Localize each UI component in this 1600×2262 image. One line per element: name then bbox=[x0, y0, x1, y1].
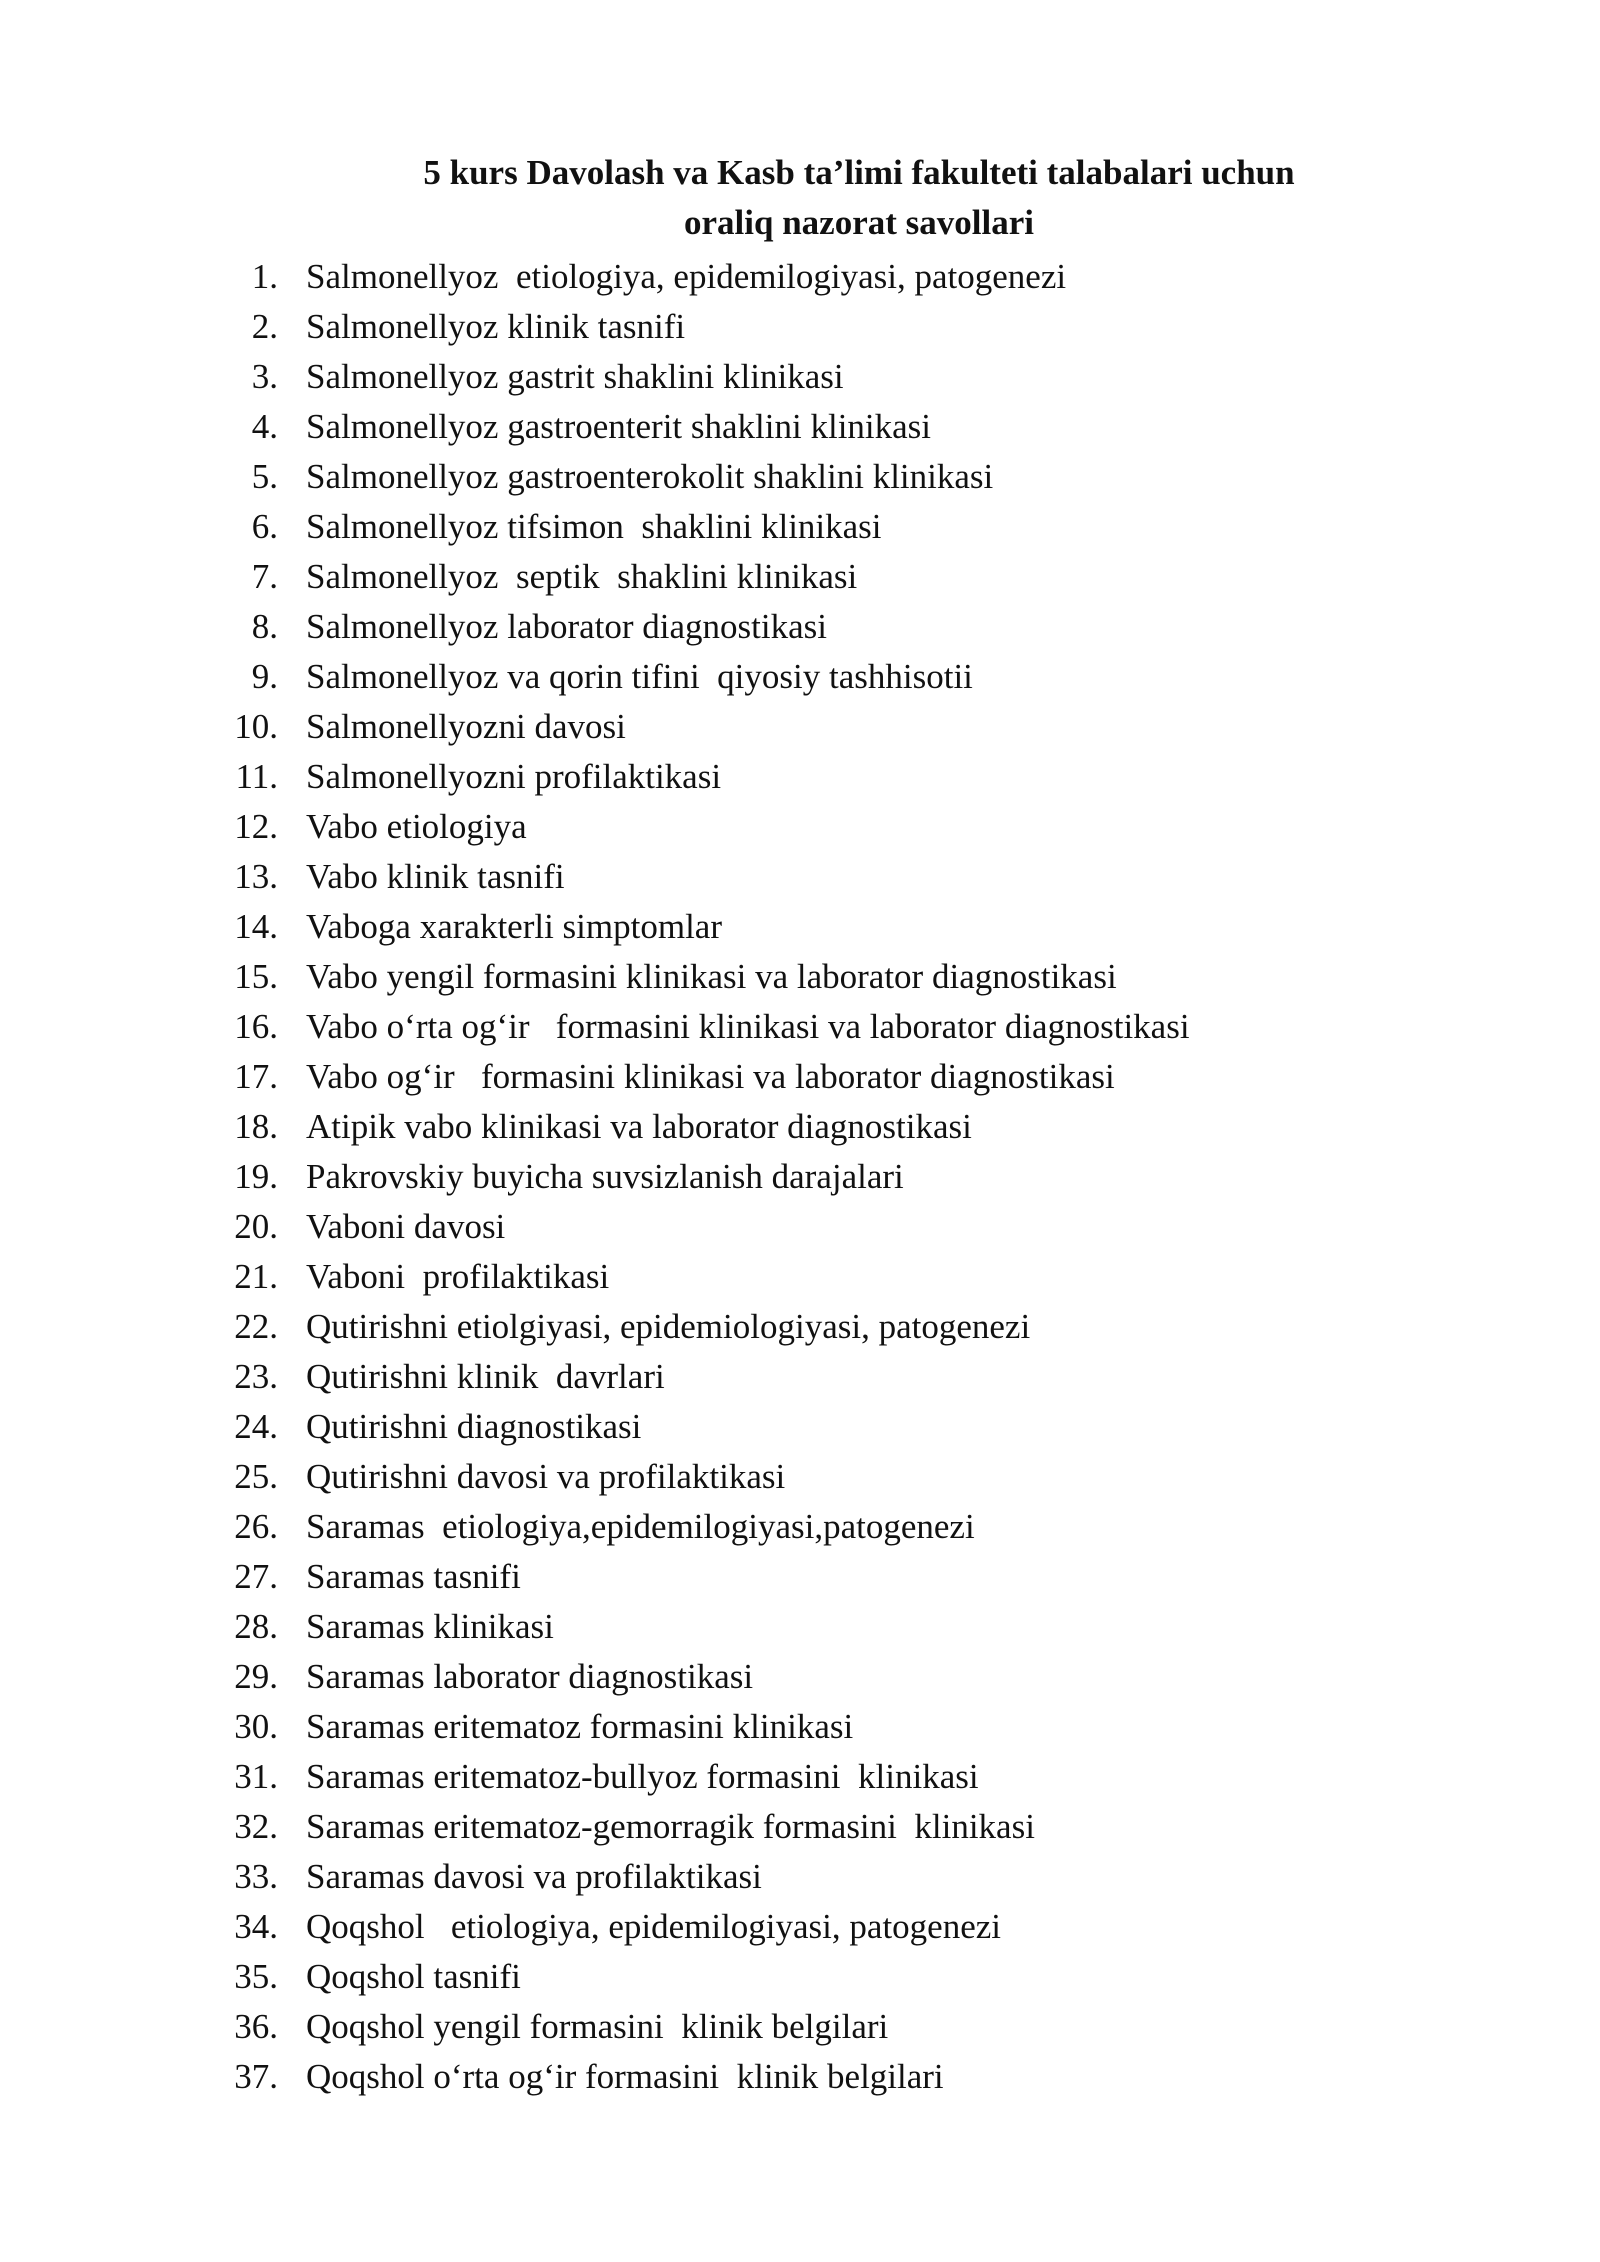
list-item bbox=[0, 252, 1600, 302]
list-item bbox=[0, 1602, 1600, 1652]
list-item-text: Salmonellyoz tifsimon shaklini klinikasi bbox=[306, 507, 882, 546]
list-item bbox=[0, 902, 1600, 952]
list-item-text: Qutirishni etiolgiyasi, epidemiologiyasi, patogenezi bbox=[306, 1307, 1031, 1346]
list-item bbox=[0, 702, 1600, 752]
list-item-number: 37. bbox=[234, 2057, 278, 2096]
list-item bbox=[0, 1252, 1600, 1302]
list-item-number: 8. bbox=[251, 607, 278, 646]
list-item bbox=[0, 1852, 1600, 1902]
list-item-text: Salmonellyoz laborator diagnostikasi bbox=[306, 607, 828, 646]
list-item-number: 36. bbox=[234, 2007, 278, 2046]
list-item-number: 9. bbox=[251, 657, 278, 696]
list-item-text: Salmonellyozni davosi bbox=[306, 707, 626, 746]
list-item-number: 10. bbox=[234, 707, 278, 746]
list-item-number: 27. bbox=[234, 1557, 278, 1596]
list-item-number: 4. bbox=[251, 407, 278, 446]
list-item-text: Vabo klinik tasnifi bbox=[306, 857, 565, 896]
list-item-text: Salmonellyoz gastroenterokolit shaklini klinikasi bbox=[306, 457, 994, 496]
list-item-text: Salmonellyoz klinik tasnifi bbox=[306, 307, 686, 346]
document-title bbox=[0, 148, 1600, 248]
list-item-number: 2. bbox=[251, 307, 278, 346]
list-item-text: Saramas klinikasi bbox=[306, 1607, 554, 1646]
list-item-number: 22. bbox=[234, 1307, 278, 1346]
list-item-text: Qoqshol o‘rta og‘ir formasini klinik belgilari bbox=[306, 2057, 944, 2096]
list-item-number: 23. bbox=[234, 1357, 278, 1396]
list-item-number: 32. bbox=[234, 1807, 278, 1846]
list-item-number: 33. bbox=[234, 1857, 278, 1896]
list-item bbox=[0, 752, 1600, 802]
list-item bbox=[0, 1202, 1600, 1252]
list-item bbox=[0, 1102, 1600, 1152]
list-item bbox=[0, 1802, 1600, 1852]
list-item-text: Vaboni profilaktikasi bbox=[306, 1257, 610, 1296]
list-item-number: 31. bbox=[234, 1757, 278, 1796]
list-item-text: Salmonellyoz gastrit shaklini klinikasi bbox=[306, 357, 844, 396]
list-item bbox=[0, 502, 1600, 552]
question-list bbox=[0, 252, 1600, 2102]
title-line-1: 5 kurs Davolash va Kasb ta’limi fakulteti talabalari uchun bbox=[423, 153, 1295, 192]
list-item-number: 5. bbox=[251, 457, 278, 496]
list-item bbox=[0, 452, 1600, 502]
list-item-text: Saramas etiologiya,epidemilogiyasi,patogenezi bbox=[306, 1507, 975, 1546]
list-item-text: Qutirishni klinik davrlari bbox=[306, 1357, 665, 1396]
list-item bbox=[0, 1702, 1600, 1752]
list-item-number: 3. bbox=[251, 357, 278, 396]
list-item-number: 7. bbox=[251, 557, 278, 596]
list-item-text: Vabo og‘ir formasini klinikasi va laborator diagnostikasi bbox=[306, 1057, 1115, 1096]
list-item bbox=[0, 1402, 1600, 1452]
list-item bbox=[0, 652, 1600, 702]
list-item bbox=[0, 1952, 1600, 2002]
list-item bbox=[0, 1302, 1600, 1352]
list-item-number: 6. bbox=[251, 507, 278, 546]
list-item bbox=[0, 352, 1600, 402]
list-item-text: Qoqshol etiologiya, epidemilogiyasi, patogenezi bbox=[306, 1907, 1001, 1946]
list-item-text: Saramas eritematoz-gemorragik formasini klinikasi bbox=[306, 1807, 1035, 1846]
list-item-number: 13. bbox=[234, 857, 278, 896]
list-item-number: 11. bbox=[235, 757, 278, 796]
list-item-text: Salmonellyoz septik shaklini klinikasi bbox=[306, 557, 858, 596]
list-item-text: Vaboni davosi bbox=[306, 1207, 506, 1246]
list-item-number: 35. bbox=[234, 1957, 278, 1996]
list-item-text: Qutirishni diagnostikasi bbox=[306, 1407, 642, 1446]
list-item-text: Salmonellyoz va qorin tifini qiyosiy tashhisotii bbox=[306, 657, 973, 696]
list-item-number: 17. bbox=[234, 1057, 278, 1096]
list-item-text: Qoqshol yengil formasini klinik belgilari bbox=[306, 2007, 889, 2046]
list-item bbox=[0, 1552, 1600, 1602]
list-item-text: Pakrovskiy buyicha suvsizlanish darajalari bbox=[306, 1157, 904, 1196]
list-item bbox=[0, 602, 1600, 652]
list-item-number: 19. bbox=[234, 1157, 278, 1196]
list-item bbox=[0, 302, 1600, 352]
list-item bbox=[0, 1652, 1600, 1702]
list-item bbox=[0, 1452, 1600, 1502]
list-item-number: 20. bbox=[234, 1207, 278, 1246]
list-item-text: Salmonellyoz gastroenterit shaklini klinikasi bbox=[306, 407, 932, 446]
list-item-text: Atipik vabo klinikasi va laborator diagnostikasi bbox=[306, 1107, 972, 1146]
list-item-number: 34. bbox=[234, 1907, 278, 1946]
list-item-number: 28. bbox=[234, 1607, 278, 1646]
list-item-text: Salmonellyoz etiologiya, epidemilogiyasi, patogenezi bbox=[306, 257, 1067, 296]
list-item-text: Saramas laborator diagnostikasi bbox=[306, 1657, 754, 1696]
list-item bbox=[0, 1352, 1600, 1402]
list-item-text: Vabo etiologiya bbox=[306, 807, 527, 846]
list-item-text: Vabo o‘rta og‘ir formasini klinikasi va laborator diagnostikasi bbox=[306, 1007, 1190, 1046]
list-item bbox=[0, 952, 1600, 1002]
list-item bbox=[0, 1152, 1600, 1202]
list-item-number: 12. bbox=[234, 807, 278, 846]
list-item-number: 30. bbox=[234, 1707, 278, 1746]
list-item bbox=[0, 2002, 1600, 2052]
list-item-text: Vaboga xarakterli simptomlar bbox=[306, 907, 722, 946]
list-item-number: 15. bbox=[234, 957, 278, 996]
list-item-number: 1. bbox=[251, 257, 278, 296]
list-item bbox=[0, 1002, 1600, 1052]
list-item-number: 24. bbox=[234, 1407, 278, 1446]
list-item-number: 25. bbox=[234, 1457, 278, 1496]
list-item-text: Saramas tasnifi bbox=[306, 1557, 521, 1596]
list-item-number: 26. bbox=[234, 1507, 278, 1546]
list-item-number: 16. bbox=[234, 1007, 278, 1046]
list-item bbox=[0, 1902, 1600, 1952]
list-item bbox=[0, 852, 1600, 902]
list-item-text: Saramas davosi va profilaktikasi bbox=[306, 1857, 762, 1896]
list-item-text: Salmonellyozni profilaktikasi bbox=[306, 757, 722, 796]
title-line-2: oraliq nazorat savollari bbox=[684, 203, 1034, 242]
list-item-number: 18. bbox=[234, 1107, 278, 1146]
list-item-text: Saramas eritematoz-bullyoz formasini klinikasi bbox=[306, 1757, 979, 1796]
list-item bbox=[0, 1052, 1600, 1102]
list-item-text: Qutirishni davosi va profilaktikasi bbox=[306, 1457, 786, 1496]
list-item bbox=[0, 2052, 1600, 2102]
list-item bbox=[0, 802, 1600, 852]
list-item-number: 29. bbox=[234, 1657, 278, 1696]
list-item bbox=[0, 1502, 1600, 1552]
list-item-text: Qoqshol tasnifi bbox=[306, 1957, 521, 1996]
list-item-text: Saramas eritematoz formasini klinikasi bbox=[306, 1707, 854, 1746]
list-item bbox=[0, 552, 1600, 602]
list-item-number: 14. bbox=[234, 907, 278, 946]
list-item bbox=[0, 1752, 1600, 1802]
list-item-text: Vabo yengil formasini klinikasi va laborator diagnostikasi bbox=[306, 957, 1117, 996]
list-item-number: 21. bbox=[234, 1257, 278, 1296]
list-item bbox=[0, 402, 1600, 452]
